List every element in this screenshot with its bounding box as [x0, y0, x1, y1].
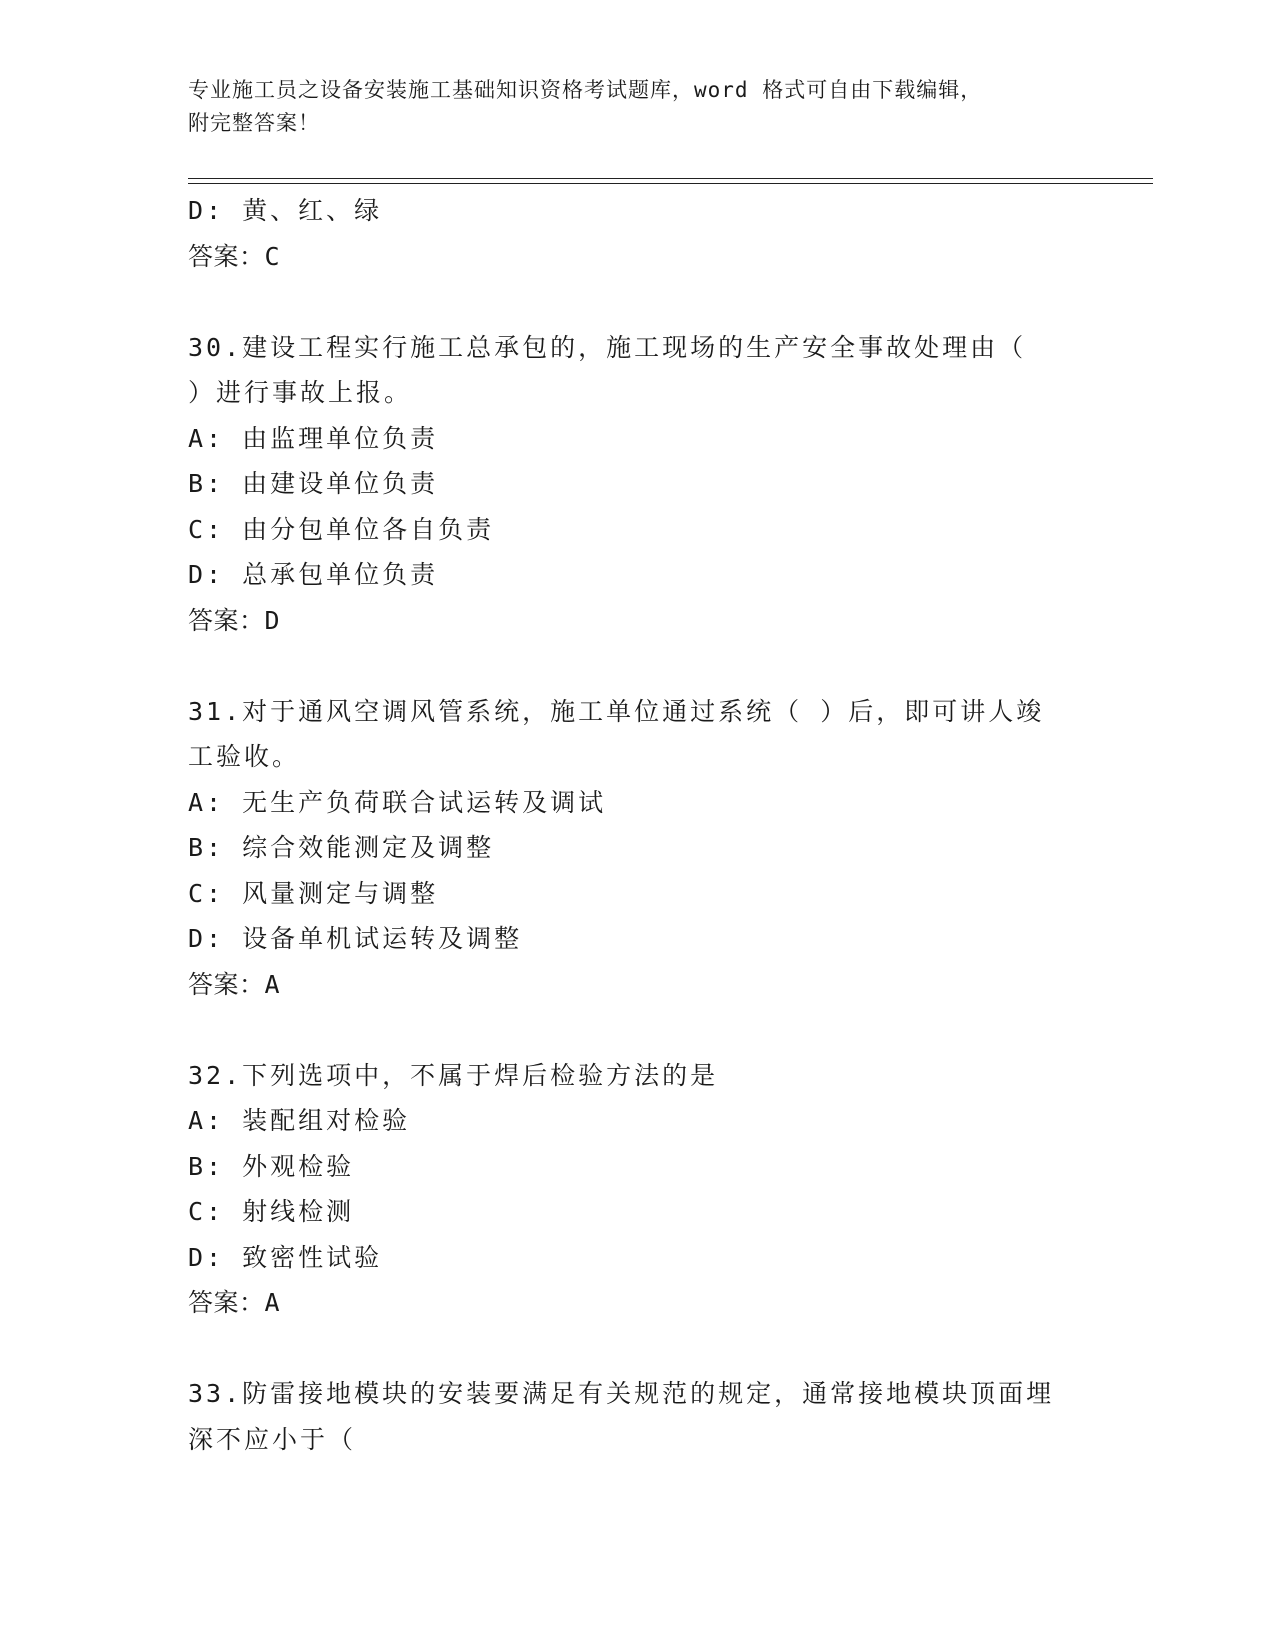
option-c: C: 射线检测 [188, 1197, 355, 1226]
question-stem: 30.建设工程实行施工总承包的，施工现场的生产安全事故处理由（ [188, 332, 1027, 362]
question-30 [188, 325, 1088, 644]
question-31 [188, 689, 1088, 1008]
question-stem-continued: 深不应小于（ [188, 1424, 357, 1454]
option-d: D: 致密性试验 [188, 1242, 383, 1272]
answer-line: 答案：C [188, 241, 281, 271]
question-stem-continued: 工验收。 [188, 742, 301, 771]
option-d: D: 黄、红、绿 [188, 196, 383, 225]
question-stem-continued: ）进行事故上报。 [188, 378, 413, 407]
option-b: B: 外观检验 [188, 1151, 355, 1181]
option-c: C: 由分包单位各自负责 [188, 514, 495, 544]
answer-line: 答案：D [188, 605, 281, 635]
question-list [188, 188, 1088, 1462]
question-stem: 32.下列选项中，不属于焊后检验方法的是 [188, 1060, 719, 1090]
option-a: A: 由监理单位负责 [188, 423, 439, 453]
question-32 [188, 1053, 1088, 1326]
header-rule-top [188, 178, 1153, 179]
document-header [188, 74, 1068, 140]
header-line-2: 附完整答案！ [188, 111, 320, 135]
answer-line: 答案：A [188, 969, 281, 999]
option-b: B: 综合效能测定及调整 [188, 833, 495, 862]
question-33 [188, 1371, 1088, 1462]
answer-line: 答案：A [188, 1288, 281, 1317]
header-rule-bottom [188, 183, 1153, 184]
question-stem: 33.防雷接地模块的安装要满足有关规范的规定，通常接地模块顶面埋 [188, 1379, 1055, 1408]
option-b: B: 由建设单位负责 [188, 469, 439, 498]
option-a: A: 无生产负荷联合试运转及调试 [188, 787, 607, 817]
option-c: C: 风量测定与调整 [188, 878, 439, 908]
option-a: A: 装配组对检验 [188, 1106, 411, 1135]
option-d: D: 设备单机试运转及调整 [188, 924, 523, 953]
header-line-1: 专业施工员之设备安装施工基础知识资格考试题库，word 格式可自由下载编辑， [188, 78, 983, 102]
question-stem: 31.对于通风空调风管系统，施工单位通过系统（ ）后，即可讲人竣 [188, 696, 1045, 726]
previous-question-tail [188, 188, 1088, 279]
option-d: D: 总承包单位负责 [188, 560, 439, 589]
